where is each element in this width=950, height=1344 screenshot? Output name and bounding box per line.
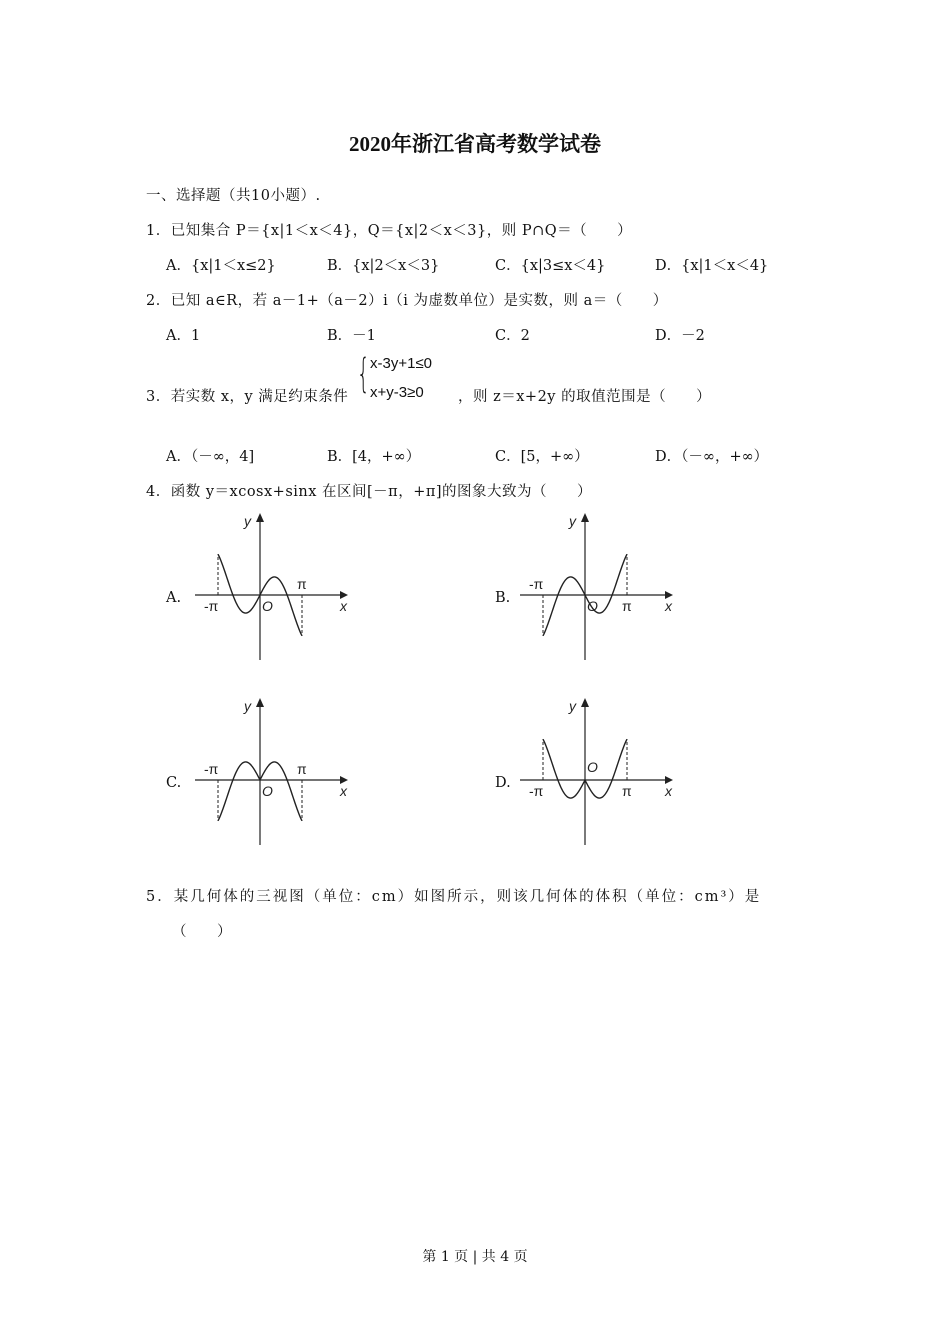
origin-label: O <box>262 783 273 799</box>
q3-option-c[interactable]: C．[5，+∞） <box>495 449 589 465</box>
pi-label: π <box>622 783 632 799</box>
system-brace: { <box>357 351 370 397</box>
constraint-1: x-3y+1≤0 <box>370 355 433 372</box>
origin-label: O <box>262 598 273 614</box>
q4-option-a[interactable]: A. <box>166 590 182 606</box>
question-1-stem: 1．已知集合 P＝{x|1＜x＜4}，Q＝{x|2＜x＜3}，则 P∩Q＝（ ） <box>146 223 633 239</box>
q1-option-a[interactable]: A．{x|1＜x≤2} <box>166 258 276 274</box>
q3-option-a[interactable]: A．（－∞，4] <box>166 449 255 465</box>
q2-option-d[interactable]: D．－2 <box>655 328 705 344</box>
constraint-2: x+y-3≥0 <box>370 384 424 401</box>
q2-option-c[interactable]: C．2 <box>495 328 530 344</box>
q4-option-d[interactable]: D. <box>495 775 511 791</box>
graph-a <box>190 510 360 665</box>
neg-pi-label: -π <box>529 783 544 799</box>
section-heading: 一、选择题（共10小题）. <box>146 188 321 204</box>
pi-label: π <box>622 598 632 614</box>
y-axis-arrow <box>581 513 589 522</box>
origin-label: O <box>587 598 598 614</box>
x-axis-label: x <box>340 598 347 614</box>
pi-label: π <box>297 761 307 777</box>
graph-d <box>515 695 685 850</box>
q4-option-c[interactable]: C. <box>166 775 182 791</box>
graph-c <box>190 695 360 850</box>
question-5-stem: 5．某几何体的三视图（单位：cm）如图所示，则该几何体的体积（单位：cm³）是 <box>146 889 762 905</box>
q3-option-b[interactable]: B．[4，+∞） <box>327 449 421 465</box>
y-axis-arrow <box>581 698 589 707</box>
y-axis-arrow <box>256 513 264 522</box>
y-axis-label: y <box>569 513 576 529</box>
q2-option-b[interactable]: B．－1 <box>327 328 376 344</box>
graph-b <box>515 510 685 665</box>
origin-label: O <box>587 759 598 775</box>
question-2-stem: 2．已知 a∈R，若 a－1+（a－2）i（i 为虚数单位）是实数，则 a＝（ ） <box>146 293 668 309</box>
y-axis-label: y <box>244 513 251 529</box>
q1-option-c[interactable]: C．{x|3≤x＜4} <box>495 258 606 274</box>
pi-label: π <box>297 576 307 592</box>
neg-pi-label: -π <box>204 761 219 777</box>
x-axis-label: x <box>665 783 672 799</box>
q2-option-a[interactable]: A．1 <box>166 328 201 344</box>
question-4-stem: 4．函数 y＝xcosx+sinx 在区间[－π，+π]的图象大致为（ ） <box>146 484 593 500</box>
page-footer: 第 1 页 | 共 4 页 <box>422 1249 528 1265</box>
q1-option-d[interactable]: D．{x|1＜x＜4} <box>655 258 769 274</box>
page-title: 2020年浙江省高考数学试卷 <box>349 132 601 156</box>
question-5-blank: （ ） <box>172 924 232 940</box>
x-axis-label: x <box>665 598 672 614</box>
y-axis-label: y <box>569 698 576 714</box>
q1-option-b[interactable]: B．{x|2＜x＜3} <box>327 258 440 274</box>
y-axis-label: y <box>244 698 251 714</box>
x-axis-label: x <box>340 783 347 799</box>
neg-pi-label: -π <box>204 598 219 614</box>
y-axis-arrow <box>256 698 264 707</box>
neg-pi-label: -π <box>529 576 544 592</box>
q3-option-d[interactable]: D．（－∞，+∞） <box>655 449 769 465</box>
question-3-stem-prefix: 3．若实数 x，y 满足约束条件 <box>146 389 349 405</box>
q4-option-b[interactable]: B. <box>495 590 511 606</box>
question-3-stem-suffix: ，则 z＝x+2y 的取值范围是（ ） <box>458 389 712 405</box>
